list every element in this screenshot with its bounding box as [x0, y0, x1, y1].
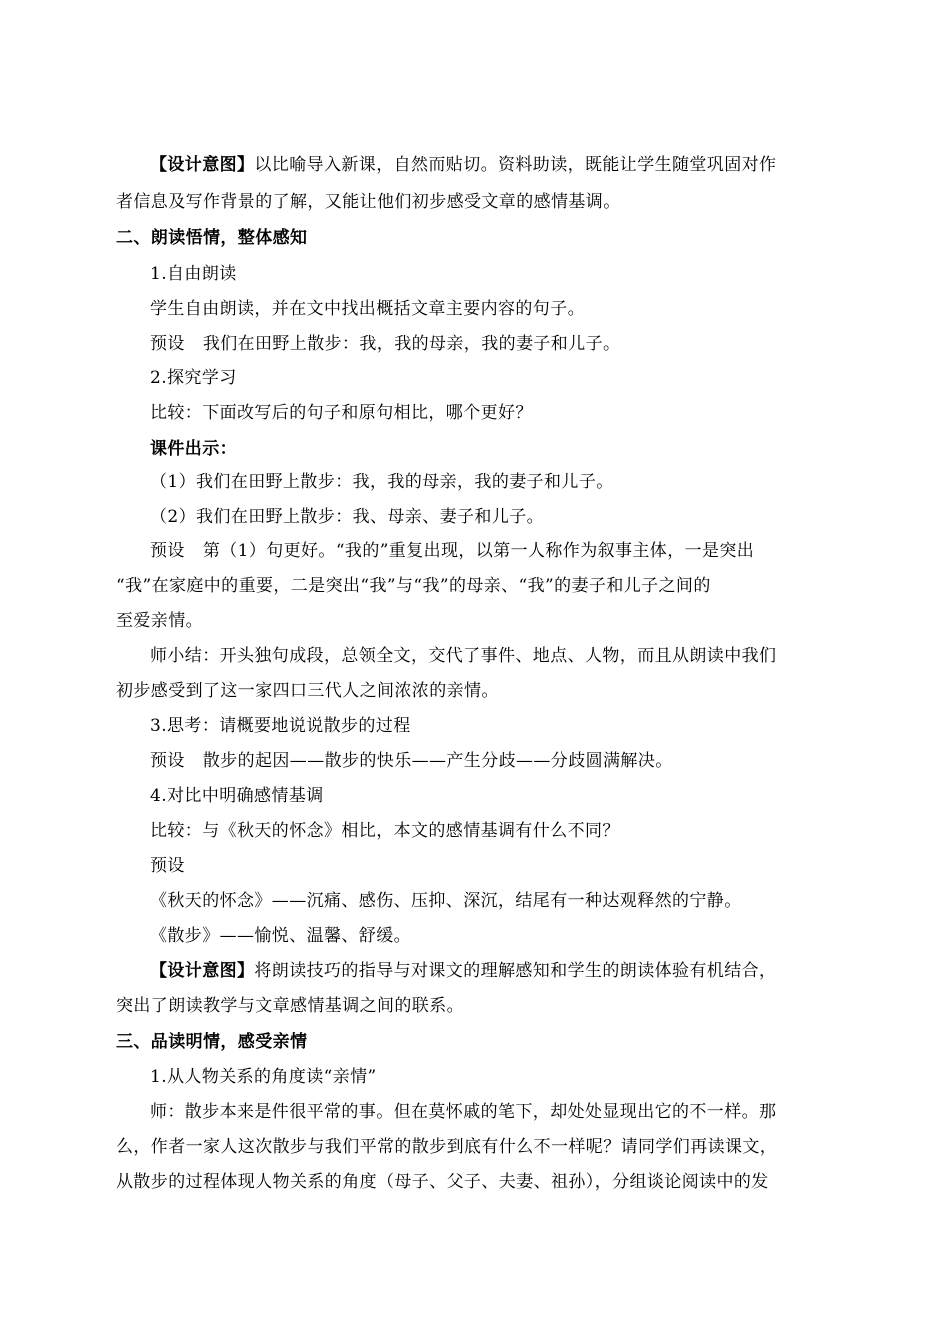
preset-text: 散步的起因——散步的快乐——产生分歧——分歧圆满解决。 [202, 751, 673, 771]
step-title-3: 3.思考：请概要地说说散步的过程 [150, 716, 411, 736]
step-text-2: 比较：下面改写后的句子和原句相比，哪个更好？ [150, 403, 533, 423]
design-intent-text: 以比喻导入新课，自然而贴切。资料助读，既能让学生随堂巩固对作 [254, 155, 777, 175]
step-title-1: 1.自由朗读 [150, 264, 237, 284]
step-title-2: 2.探究学习 [150, 368, 237, 388]
section-heading-2: 二、朗读悟情，整体感知 [116, 228, 308, 248]
preset-2-cont-2: 至爱亲情。 [116, 611, 203, 631]
teacher-paragraph: 师：散步本来是件很平常的事。但在莫怀戚的笔下，却处处显现出它的不一样。那 [150, 1102, 777, 1122]
design-intent-paragraph-2-cont: 突出了朗读教学与文章感情基调之间的联系。 [116, 996, 464, 1016]
preset-label: 预设 [150, 751, 185, 771]
step-title-5: 1.从人物关系的角度读“亲情” [150, 1067, 377, 1087]
teacher-summary-cont: 初步感受到了这一家四口三代人之间浓浓的亲情。 [116, 681, 499, 701]
design-intent-text: 将朗读技巧的指导与对课文的理解感知和学生的朗读体验有机结合， [254, 961, 777, 981]
design-intent-paragraph-2 [150, 959, 885, 983]
preset-4-label: 预设 [150, 856, 185, 876]
design-intent-paragraph-1-cont: 者信息及写作背景的了解，又能让他们初步感受文章的感情基调。 [116, 192, 621, 212]
preset-2-cont-1: “我”在家庭中的重要，二是突出“我”与“我”的母亲、“我”的妻子和儿子之间的 [116, 576, 711, 596]
preset-label: 预设 [150, 541, 185, 561]
teacher-summary: 师小结：开头独句成段，总领全文，交代了事件、地点、人物，而且从朗读中我们 [150, 646, 777, 666]
option-2: （2）我们在田野上散步：我、母亲、妻子和儿子。 [150, 507, 545, 527]
step-title-4: 4.对比中明确感情基调 [150, 786, 324, 806]
design-intent-label: 【设计意图】 [150, 155, 255, 175]
courseware-label: 课件出示： [150, 439, 237, 459]
preset-3 [150, 749, 885, 773]
step-text-1: 学生自由朗读，并在文中找出概括文章主要内容的句子。 [150, 299, 585, 319]
preset-2 [150, 539, 885, 563]
step-text-4: 比较：与《秋天的怀念》相比，本文的感情基调有什么不同？ [150, 821, 620, 841]
preset-1 [150, 332, 885, 356]
preset-label: 预设 [150, 334, 185, 354]
teacher-paragraph-cont-2: 从散步的过程体现人物关系的角度（母子、父子、夫妻、祖孙），分组谈论阅读中的发 [116, 1172, 769, 1192]
comparison-line-b: 《散步》——愉悦、温馨、舒缓。 [150, 926, 411, 946]
design-intent-label: 【设计意图】 [150, 961, 255, 981]
option-1: （1）我们在田野上散步：我，我的母亲，我的妻子和儿子。 [150, 472, 614, 492]
teacher-paragraph-cont-1: 么，作者一家人这次散步与我们平常的散步到底有什么不一样呢？请同学们再读课文， [116, 1137, 778, 1157]
section-heading-3: 三、品读明情，感受亲情 [116, 1032, 308, 1052]
preset-text: 第（1）句更好。“我的”重复出现，以第一人称作为叙事主体，一是突出 [202, 541, 755, 561]
comparison-line-a: 《秋天的怀念》——沉痛、感伤、压抑、深沉，结尾有一种达观释然的宁静。 [150, 891, 742, 911]
preset-text: 我们在田野上散步：我，我的母亲，我的妻子和儿子。 [202, 334, 621, 354]
design-intent-paragraph-1 [150, 153, 885, 177]
